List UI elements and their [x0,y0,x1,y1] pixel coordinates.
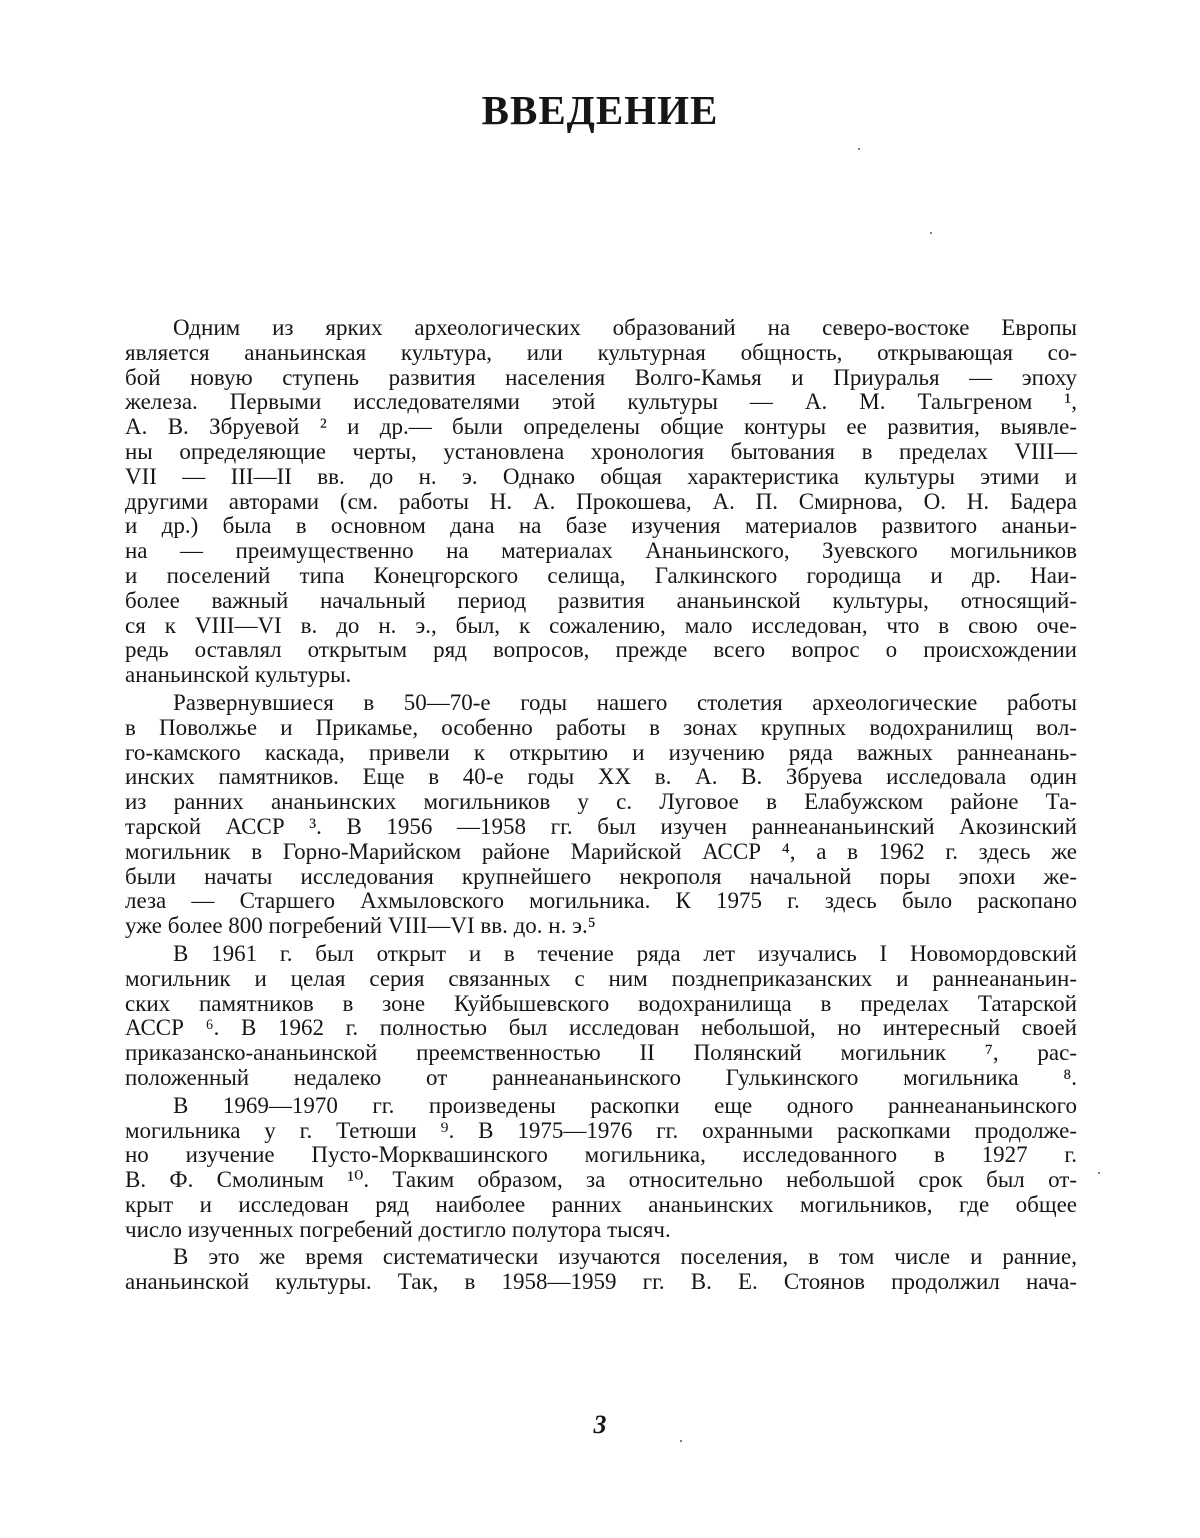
text-line: В 1961 г. был открыт и в течение ряда лет изучались I Новомордовский [173,940,1077,966]
text-line: из ранних ананьинских могильников у с. Луговое в Елабужском районе Та- [125,789,1077,815]
text-line: и др.) была в основном дана на базе изучения материалов развитого ананьи- [125,513,1077,539]
text-line: В это же время систематически изучаются поселения, в том числе и ранние, [173,1244,1077,1270]
text-line: редь оставлял открытым ряд вопросов, прежде всего вопрос о происхождении [125,637,1077,663]
text-line: бой новую ступень развития населения Волго-Камья и Приуралья — эпоху [125,364,1077,390]
text-line: АССР ⁶. В 1962 г. полностью был исследован небольшой, но интересный своей [125,1015,1077,1041]
text-line: железа. Первыми исследователями этой культуры — А. М. Тальгреном ¹, [125,389,1077,415]
text-line: ся к VIII—VI в. до н. э., был, к сожалению, мало исследован, что в свою оче- [125,612,1077,638]
paragraph-2 [125,691,1077,939]
text-line: го-камского каскада, привели к открытию и изучению ряда важных раннеанань- [125,739,1077,765]
text-line: В. Ф. Смолиным ¹⁰. Таким образом, за относительно небольшой срок был от- [125,1167,1077,1193]
text-line: более важный начальный период развития ананьинской культуры, относящий- [125,587,1077,613]
text-line: в Поволжье и Прикамье, особенно работы в зонах крупных водохранилищ вол- [125,714,1077,740]
text-line: В 1969—1970 гг. произведены раскопки еще одного раннеананьинского [173,1092,1077,1118]
scan-speck [680,1440,682,1442]
text-line: положенный недалеко от раннеананьинского Гулькинского могильника ⁸. [125,1064,1077,1090]
text-line: является ананьинская культура, или культурная общность, открывающая со- [125,339,1077,365]
body-text [125,316,1077,1295]
text-line: леза — Старшего Ахмыловского могильника. К 1975 г. здесь было раскопано [125,888,1077,914]
scan-speck [930,232,932,234]
text-line: могильника у г. Тетюши ⁹. В 1975—1976 гг. охранными раскопками продолже- [125,1117,1077,1143]
text-line: могильник и целая серия связанных с ним позднеприказанских и раннеананьин- [125,965,1077,991]
page-number: 3 [593,1410,607,1439]
text-line: но изучение Пусто-Морквашинского могильника, исследованного в 1927 г. [125,1142,1077,1168]
paragraph-3 [125,942,1077,1091]
paragraph-5 [125,1245,1077,1295]
text-line: были начаты исследования крупнейшего некрополя начальной поры эпохи же- [125,863,1077,889]
text-line: тарской АССР ³. В 1956 —1958 гг. был изучен раннеананьинский Акозинский [125,813,1077,839]
text-line: VII — III—II вв. до н. э. Однако общая характеристика культуры этими и [125,463,1077,489]
text-line: приказанско-ананьинской преемственностью II Полянский могильник ⁷, рас- [125,1040,1077,1066]
text-line: на — преимущественно на материалах Ананьинского, Зуевского могильников [125,538,1077,564]
chapter-title: ВВЕДЕНИЕ [481,87,719,133]
text-line: ны определяющие черты, установлена хронология бытования в пределах VIII— [125,438,1077,464]
text-line: инских памятников. Еще в 40-е годы XX в. А. В. Збруева исследовала один [125,764,1077,790]
text-line: могильник в Горно-Марийском районе Марийской АССР ⁴, а в 1962 г. здесь же [125,838,1077,864]
text-line: ананьинской культуры. Так, в 1958—1959 гг. В. Е. Стоянов продолжил нача- [125,1269,1077,1295]
text-line: ских памятников в зоне Куйбышевского водохранилища в пределах Татарской [125,990,1077,1016]
scan-speck [858,148,860,150]
text-line: А. В. Збруевой ² и др.— были определены общие контуры ее развития, выявле- [125,414,1077,440]
text-line: крыт и исследован ряд наиболее ранних ананьинских могильников, где общее [125,1191,1077,1217]
text-line: ананьинской культуры. [125,662,352,688]
paragraph-1 [125,316,1077,688]
paragraph-4 [125,1094,1077,1243]
text-line: уже более 800 погребений VIII—VI вв. до. н. э.⁵ [125,913,596,939]
text-line: и поселений типа Конецгорского селища, Галкинского городища и др. Наи- [125,562,1077,588]
text-line: Одним из ярких археологических образований на северо-востоке Европы [173,315,1077,340]
text-line: другими авторами (см. работы Н. А. Прокошева, А. П. Смирнова, О. Н. Бадера [125,488,1077,514]
text-line: число изученных погребений достигло полутора тысяч. [125,1216,671,1242]
scan-speck [1098,1172,1100,1174]
text-line: Развернувшиеся в 50—70-е годы нашего столетия археологические работы [173,689,1077,715]
